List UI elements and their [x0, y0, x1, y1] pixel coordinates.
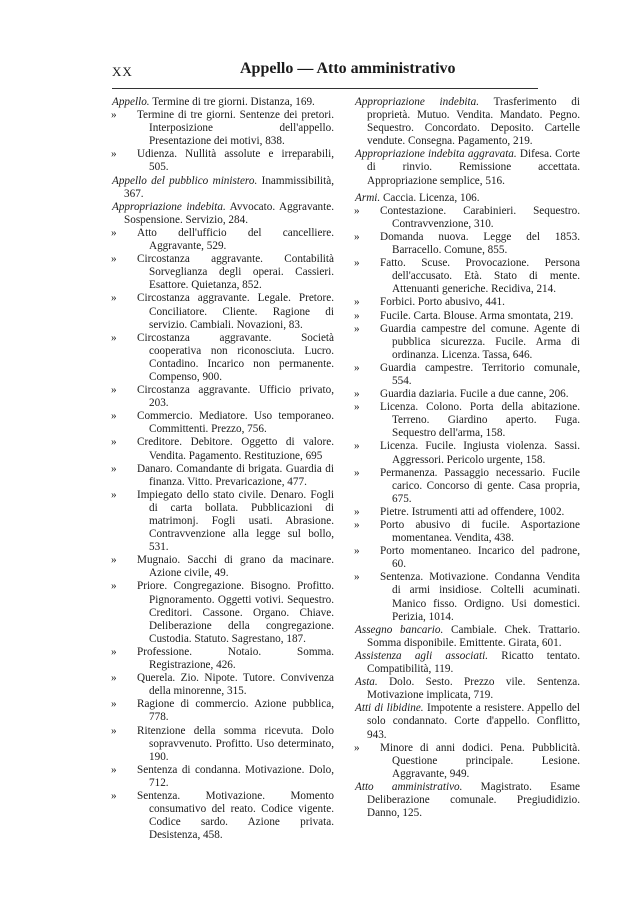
index-entry [355, 676, 580, 702]
index-entry: » Ragione di commercio. Azione pubblica, 778. [111, 698, 334, 724]
index-entry [355, 781, 580, 820]
entry-text: Cambiale. Chek. Trattario. Somma disponibile. Emittente. Girata, 601. [367, 623, 581, 649]
entry-heading: Appropriazione indebita aggravata. [355, 148, 517, 161]
entry-text: Sentenza di condanna. Motivazione. Dolo, 712. [137, 763, 334, 789]
entry-text: Guardia campestre del comune. Agente di pubblica sicurezza. Fucile. Arma di ordinanza. Licenza. Tassa, 646. [380, 322, 580, 361]
entry-text: Termine di tre giorni. Sentenze dei pretori. Interposizione dell'appello. Presentazione dei motivi, 838. [137, 109, 334, 148]
index-entry: » Guardia daziaria. Fucile a due canne, 206. [354, 388, 569, 401]
index-entry [355, 702, 580, 741]
page-number: XX [112, 64, 133, 79]
index-entry: » Circostanza aggravante. Ufficio privato, 203. [111, 384, 334, 410]
entry-text: Licenza. Colono. Porta della abitazione. Terreno. Giardino aperto. Fuga. Sequestro dell'arma, 158. [380, 401, 580, 440]
entry-heading: Atto amministrativo. [355, 780, 463, 793]
index-entry: » Fucile. Carta. Blouse. Arma smontata, 219. [354, 309, 574, 322]
entry-text: Priore. Congregazione. Bisogno. Profitto. Pignoramento. Oggetti votivi. Sequestro. Creditori. Cassone. Organo. Chiave. Deliberazione della congregazione. Custodia. Statuto. Sagrestano, 187. [137, 580, 334, 645]
entry-text: Impotente a resistere. Appello del solo condannato. Corte d'appello. Conflitto, 943. [367, 702, 581, 741]
index-entry: » Licenza. Colono. Porta della abitazione. Terreno. Giardino aperto. Fuga. Sequestro dell'arma, 158. [354, 401, 580, 440]
index-entry: » Danaro. Comandante di brigata. Guardia di finanza. Vitto. Prevaricazione, 477. [111, 462, 334, 488]
index-entry: » Impiegato dello stato civile. Denaro. Fogli di carta bollata. Pubblicazioni di matrimonj. Fogli usati. Abrasione. Contravvenzione alla legge sul bollo, 531. [111, 488, 334, 554]
entry-text: Termine di tre giorni. Distanza, 169. [152, 96, 315, 108]
entry-text: Ricatto tentato. Compatibilità, 119. [367, 649, 580, 676]
index-entry: » Guardia campestre del comune. Agente di pubblica sicurezza. Fucile. Arma di ordinanza. Licenza. Tassa, 646. [354, 322, 580, 361]
entry-heading: Armi. [355, 191, 381, 204]
index-entry [355, 192, 580, 205]
entry-text: Ragione di commercio. Azione pubblica, 778. [137, 698, 334, 724]
index-entry: » Forbici. Porto abusivo, 441. [354, 296, 505, 309]
entry-heading: Atti di libidine. [355, 702, 424, 715]
index-entry: » Sentenza di condanna. Motivazione. Dolo, 712. [111, 763, 334, 789]
index-entry [112, 96, 334, 109]
index-entry: » Mugnaio. Sacchi di grano da macinare. Azione civile, 49. [111, 554, 334, 580]
entry-text: Creditore. Debitore. Oggetto di valore. Vendita. Pagamento. Restituzione, 695 [137, 436, 334, 462]
entry-text: Atto dell'ufficio del cancelliere. Aggravante, 529. [137, 226, 334, 253]
left-column [112, 96, 334, 842]
index-entry [355, 96, 580, 148]
entry-text: Guardia campestre. Territorio comunale, 554. [380, 361, 580, 387]
entry-text: Permanenza. Passaggio necessario. Fucile carico. Concorso di gente. Casa propria, 675. [380, 466, 580, 505]
index-entry: » Pietre. Istrumenti atti ad offendere, 1002. [354, 505, 565, 518]
entry-heading: Appropriazione indebita. [112, 200, 226, 213]
entry-text: Impiegato dello stato civile. Denaro. Fogli di carta bollata. Pubblicazioni di matrimonj. Fogli usati. Abrasione. Contravvenzione alla legge sul bollo, 531. [137, 488, 334, 554]
index-entry: » Commercio. Mediatore. Uso temporaneo. Committenti. Prezzo, 756. [111, 410, 334, 436]
entry-text: Udienza. Nullità assolute e irreparabili, 505. [137, 148, 334, 174]
index-entry: » Sentenza. Motivazione. Momento consumativo del reato. Codice vigente. Codice sardo. Azione privata. Desistenza, 458. [111, 789, 334, 842]
page-title: Appello — Atto amministrativo [240, 60, 456, 77]
entry-text: Fucile. Carta. Blouse. Arma smontata, 219. [380, 309, 574, 322]
entry-text: Sentenza. Motivazione. Momento consumativo del reato. Codice vigente. Codice sardo. Azione privata. Desistenza, 458. [137, 789, 334, 842]
entry-text: Caccia. Licenza, 106. [382, 191, 480, 204]
index-entry: » Fatto. Scuse. Provocazione. Persona dell'accusato. Età. Stato di mente. Attenuanti generiche. Recidiva, 214. [354, 257, 580, 296]
entry-text: Ritenzione della somma ricevuta. Dolo sopravvenuto. Profitto. Uso determinato, 190. [137, 724, 334, 763]
entry-text: Avvocato. Aggravante. Sospensione. Servizio, 284. [124, 200, 334, 226]
entry-text: Guardia daziaria. Fucile a due canne, 206. [380, 388, 569, 401]
entry-text: Professione. Notaio. Somma. Registrazione, 426. [137, 645, 334, 672]
right-column [355, 96, 580, 820]
entry-heading: Asta. [355, 676, 378, 689]
entry-text: Licenza. Fucile. Ingiusta violenza. Sassi. Aggressori. Pericolo urgente, 158. [380, 440, 580, 466]
index-entry: » Licenza. Fucile. Ingiusta violenza. Sassi. Aggressori. Pericolo urgente, 158. [354, 440, 580, 466]
index-entry: » Circostanza aggravante. Legale. Pretore. Conciliatore. Cliente. Ragione di servizio. Cambiali. Novazioni, 83. [111, 292, 334, 331]
index-entry: » Professione. Notaio. Somma. Registrazione, 426. [111, 645, 334, 672]
index-entry [355, 624, 580, 650]
entry-text: Querela. Zio. Nipote. Tutore. Convivenza della minorenne, 315. [137, 672, 334, 698]
index-entry: » Termine di tre giorni. Sentenze dei pretori. Interposizione dell'appello. Presentazione dei motivi, 838. [111, 109, 334, 148]
index-entry: » Porto momentaneo. Incarico del padrone, 60. [354, 545, 580, 571]
entry-text: Circostanza aggravante. Ufficio privato, 203. [137, 384, 334, 410]
header-rule [112, 88, 538, 89]
index-entry [112, 201, 334, 227]
index-entry: » Domanda nuova. Legge del 1853. Barracello. Comune, 855. [354, 230, 580, 257]
entry-text: Danaro. Comandante di brigata. Guardia di finanza. Vitto. Prevaricazione, 477. [137, 462, 334, 488]
entry-text: Fatto. Scuse. Provocazione. Persona dell'accusato. Età. Stato di mente. Attenuanti generiche. Recidiva, 214. [380, 257, 580, 296]
entry-heading: Appello del pubblico ministero. [112, 174, 258, 187]
index-entry: » Porto abusivo di fucile. Asportazione momentanea. Vendita, 438. [354, 519, 580, 545]
index-entry: » Contestazione. Carabinieri. Sequestro. Contravvenzione, 310. [354, 204, 580, 230]
index-entry [355, 650, 580, 676]
entry-heading: Assistenza agli associati. [355, 649, 489, 662]
entry-text: Magistrato. Esame Deliberazione comunale. Pregiudidizio. Danno, 125. [367, 780, 580, 820]
index-entry: » Atto dell'ufficio del cancelliere. Aggravante, 529. [111, 226, 334, 253]
entry-text: Difesa. Corte di rinvio. Remissione accettata. Appropriazione semplice, 516. [367, 148, 580, 187]
entry-heading: Assegno bancario. [355, 623, 444, 636]
entry-text: Dolo. Sesto. Prezzo vile. Sentenza. Motivazione implicata, 719. [367, 676, 581, 702]
entry-text: Sentenza. Motivazione. Condanna Vendita di armi insidiose. Coltelli acuminati. Manico fisso. Ordigno. Usi domestici. Perizia, 1014. [380, 571, 580, 623]
index-entry [355, 148, 580, 187]
index-entry: » Permanenza. Passaggio necessario. Fucile carico. Concorso di gente. Casa propria, 675. [354, 466, 580, 505]
entry-text: Domanda nuova. Legge del 1853. Barracello. Comune, 855. [380, 230, 580, 257]
entry-heading: Appropriazione indebita. [355, 96, 480, 108]
index-entry: » Circostanza aggravante. Società cooperativa non riconosciuta. Lucro. Contadino. Incarico non permanente. Compenso, 900. [111, 331, 334, 383]
entry-heading: Appello. [112, 96, 150, 108]
entry-text: Porto abusivo di fucile. Asportazione momentanea. Vendita, 438. [380, 519, 580, 545]
entry-text: Circostanza aggravante. Legale. Pretore. Conciliatore. Cliente. Ragione di servizio. Cambiali. Novazioni, 83. [137, 292, 334, 331]
entry-text: Trasferimento di proprietà. Mutuo. Vendita. Mandato. Pegno. Sequestro. Concordato. Deposito. Cartelle vendute. Consegna. Pagamento, 219. [367, 96, 580, 148]
index-entry: » Priore. Congregazione. Bisogno. Profitto. Pignoramento. Oggetti votivi. Sequestro. Creditori. Cassone. Organo. Chiave. Deliberazione della congregazione. Custodia. Statuto. Sagrestano, 187. [111, 580, 334, 645]
running-header [112, 60, 538, 82]
entry-text: Forbici. Porto abusivo, 441. [380, 296, 505, 309]
index-entry: » Guardia campestre. Territorio comunale, 554. [354, 361, 580, 387]
entry-text: Circostanza aggravante. Contabilità Sorveglianza degli operai. Cassieri. Esattore. Quietanza, 852. [137, 253, 334, 292]
entry-text: Mugnaio. Sacchi di grano da macinare. Azione civile, 49. [137, 554, 334, 580]
index-entry [112, 175, 334, 201]
index-entry: » Creditore. Debitore. Oggetto di valore. Vendita. Pagamento. Restituzione, 695 [111, 436, 334, 462]
entry-text: Porto momentaneo. Incarico del padrone, 60. [380, 545, 580, 571]
entry-text: Inammissibilità, 367. [124, 174, 335, 200]
index-entry: » Sentenza. Motivazione. Condanna Vendita di armi insidiose. Coltelli acuminati. Manico fisso. Ordigno. Usi domestici. Perizia, 1014. [354, 571, 580, 623]
index-entry: » Circostanza aggravante. Contabilità Sorveglianza degli operai. Cassieri. Esattore. Quietanza, 852. [111, 253, 334, 292]
entry-text: Contestazione. Carabinieri. Sequestro. Contravvenzione, 310. [380, 204, 580, 230]
index-entry: » Minore di anni dodici. Pena. Pubblicità. Questione principale. Lesione. Aggravante, 949. [354, 741, 580, 780]
entry-text: Circostanza aggravante. Società cooperativa non riconosciuta. Lucro. Contadino. Incarico non permanente. Compenso, 900. [137, 331, 334, 383]
index-entry: » Querela. Zio. Nipote. Tutore. Convivenza della minorenne, 315. [111, 672, 334, 698]
index-entry: » Ritenzione della somma ricevuta. Dolo sopravvenuto. Profitto. Uso determinato, 190. [111, 724, 334, 763]
entry-text: Commercio. Mediatore. Uso temporaneo. Committenti. Prezzo, 756. [137, 410, 334, 436]
index-entry: » Udienza. Nullità assolute e irreparabili, 505. [111, 148, 334, 174]
entry-text: Pietre. Istrumenti atti ad offendere, 1002. [380, 505, 565, 518]
entry-text: Minore di anni dodici. Pena. Pubblicità. Questione principale. Lesione. Aggravante, 949. [380, 741, 580, 780]
